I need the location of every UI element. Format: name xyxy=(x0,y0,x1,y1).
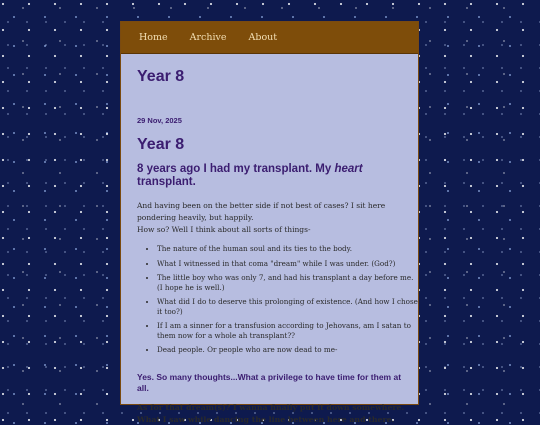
subtitle-text-end: transplant. xyxy=(137,176,196,188)
dream-paragraph: As for that dream(s)? I wanna finally put it down somewhere. What I saw while dancing the line between here and there. xyxy=(137,403,405,424)
intro-line-1: And having been on the better side if not best of cases? I sit here pondering heavily, but happily. xyxy=(137,201,386,222)
blog-page xyxy=(120,21,419,424)
nav-home-link[interactable]: Home xyxy=(139,32,168,43)
nav-archive-link[interactable]: Archive xyxy=(189,32,227,43)
post-title: Year 8 xyxy=(137,136,185,153)
intro-paragraph xyxy=(137,200,399,236)
top-nav xyxy=(121,22,418,54)
site-title[interactable]: Year 8 xyxy=(137,68,185,85)
reflection-heading: Yes. So many thoughts...What a privilege to have time for them at all. xyxy=(137,372,402,393)
main-content xyxy=(121,54,418,424)
post-date: 29 Nov, 2025 xyxy=(137,116,182,125)
thoughts-list xyxy=(137,244,421,360)
list-item: • Dead people. Or people who are now dead to me- xyxy=(157,345,421,355)
nav-about-link[interactable]: About xyxy=(248,32,278,43)
list-item: • What did I do to deserve this prolonging of existence. (And how I chose it too?) xyxy=(157,297,421,316)
list-item: • The nature of the human soul and its ties to the body. xyxy=(157,244,421,254)
subtitle-text-start: 8 years ago I had my transplant. My xyxy=(137,163,335,175)
list-item: • The little boy who was only 7, and had his transplant a day before me. (I hope he is well.) xyxy=(157,273,421,292)
post-subtitle xyxy=(137,163,387,189)
list-item: • If I am a sinner for a transfusion according to Jehovans, am I satan to them now for a whole ah transplant?? xyxy=(157,321,421,340)
list-item: • What I witnessed in that coma "dream" while I was under. (God?) xyxy=(157,259,421,269)
subtitle-emphasis: heart xyxy=(334,163,363,175)
intro-line-2: How so? Well I think about all sorts of things- xyxy=(137,225,311,234)
